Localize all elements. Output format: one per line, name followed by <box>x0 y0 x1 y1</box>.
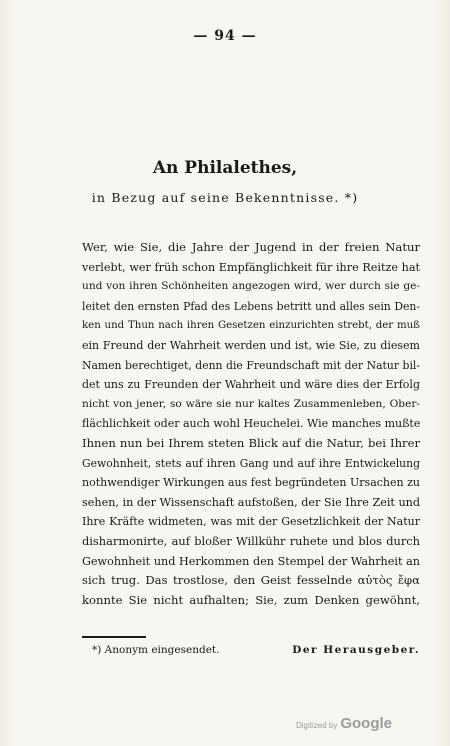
article-subtitle: in Bezug auf seine Bekenntnisse. *) <box>91 190 359 205</box>
text-line: Ihre Kräfte widmeten, was mit der Gesetzlichkeit der Natur <box>82 515 420 529</box>
page-number: — 94 — <box>193 28 257 44</box>
text-line: Wer, wie Sie, die Jahre der Jugend in der freien Natur <box>82 240 420 254</box>
text-line: disharmonirte, auf bloßer Willkühr ruhete und blos durch <box>82 533 420 548</box>
body-text <box>82 238 420 610</box>
text-line: und von ihren Schönheiten angezogen wird, wer durch sie ge- <box>82 280 420 293</box>
text-line: ein Freund der Wahrheit werden und ist, wie Sie, zu diesem <box>82 338 420 352</box>
text-line: ken und Thun nach ihren Gesetzen einzurichten strebt, der muß <box>82 320 420 332</box>
text-line: konnte Sie nicht aufhalten; Sie, zum Denken gewöhnt, <box>82 592 420 607</box>
text-line: Gewohnheit, stets auf ihren Gang und auf ihre Entwickelung <box>82 456 420 470</box>
text-line: nicht von jener, so wäre sie nur kaltes Zusammenleben, Ober- <box>82 397 420 410</box>
text-line: flächlichkeit oder auch wohl Heuchelei. Wie manches mußte <box>82 417 421 431</box>
text-line: Namen berechtiget, denn die Freundschaft mit der Natur bil- <box>82 358 420 372</box>
text-line: verlebt, wer früh schon Empfänglichkeit für ihre Reitze hat <box>82 260 420 274</box>
footnote <box>92 644 420 656</box>
article-title: An Philalethes, <box>152 158 298 178</box>
text-line: sich trug. Das trostlose, den Geist fesselnde αὐτὸς ἔφα <box>82 573 420 588</box>
editor-signature: Der Herausgeber. <box>292 644 420 656</box>
text-line: leitet den ernsten Pfad des Lebens betritt und alles sein Den- <box>82 299 420 313</box>
text-line: nothwendiger Wirkungen aus fest begründeten Ursachen zu <box>82 476 420 490</box>
footnote-rule <box>82 636 146 638</box>
text-line: sehen, in der Wissenschaft aufstoßen, der Sie Ihre Zeit und <box>82 495 421 509</box>
digitization-watermark <box>296 715 392 732</box>
text-line: det uns zu Freunden der Wahrheit und wäre dies der Erfolg <box>82 378 420 392</box>
watermark-brand: Google <box>340 715 392 732</box>
watermark-prefix: Digitized by <box>295 721 338 730</box>
text-line: Gewohnheit und Herkommen den Stempel der Wahrheit an <box>82 554 420 568</box>
footnote-text: *) Anonym eingesendet. <box>92 644 220 656</box>
text-line: Ihnen nun bei Ihrem steten Blick auf die Natur, bei Ihrer <box>82 435 420 450</box>
